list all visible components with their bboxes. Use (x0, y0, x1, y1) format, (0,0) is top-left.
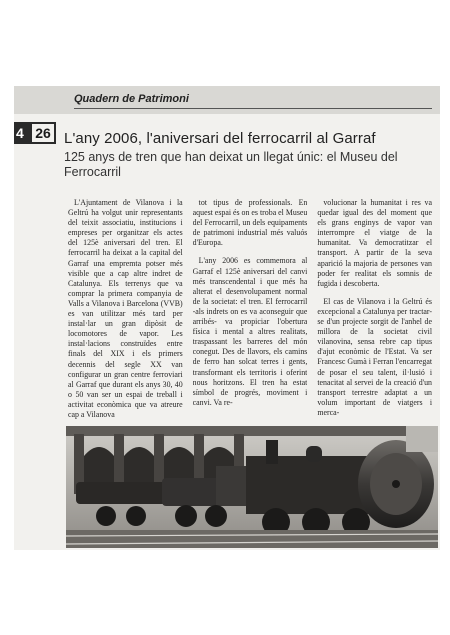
article-column-2 (193, 198, 308, 430)
page-number-tab (14, 122, 56, 144)
article-column-3 (317, 198, 432, 430)
paragraph: volucionar la humanitat i res va quedar igual des del moment que els grans enginys de vapor van interrompre el viatge de la humanitat. Va democratitzar el transport. A partir de la seva aparició la majoria de persones van poder fer realitat els somnis de fugida i descoberta. (317, 198, 433, 288)
article-column-1 (68, 198, 183, 430)
paragraph: L'any 2006 es commemora al Garraf el 125è aniversari del canvi més transcendental i que més ha alterat el desenvolupament normal de la societat: el tren. El ferrocarril -als indrets on es va aconseguir que arribés- va propiciar l'obertura física i mental a altres realitats, traspassant les barreres del món conegut. Des de llavors, els camins de ferro han solcat terres i gents, transformant els territoris i oferint nous horitzons. El tren ha estat símbol de progrés, moviment i canvi. Va re- (192, 256, 308, 407)
steam-locomotive-photo (66, 426, 438, 548)
paragraph: L'Ajuntament de Vilanova i la Geltrú ha volgut unir representants del teixit associatiu, institucions i empreses per organitzar els actes del 125è aniversari del tren. El ferrocarril ha deixat a la capital del Garraf una empremta potser més visible que a cap altre indret de Catalunya. Els terrenys que va comprar la primera companyia de Valls a Vilanova i Barcelona (VVB) es van utilitzar més tard per instal·lar un gran dipòsit de locomotores de vapor. Les instal·lacions construïdes entre finals del XIX i els primers decennis del segle XX van configurar un gran centre ferroviari al Garraf que durant els anys 30, 40 o 50 van ser un espai de treball i activitat econòmica que va atreure cap a Vilanova (68, 198, 183, 419)
page-number-left: 4 (16, 125, 24, 141)
paragraph: El cas de Vilanova i la Geltrú és excepcional a Catalunya per tractar-se d'un projecte sorgit de l'anhel de millora de la societat civil vilanovina, sensa rebre cap tipus d'ajut econòmic de l'Estat. Va ser Francesc Gumà i Ferran l'encarregat de posar el seu talent, il·lusió i tenacitat al servei de la creació d'un transport terrestre adaptat a un volum important de viatgers i merca- (317, 296, 433, 417)
section-label: Quadern de Patrimoni (74, 93, 189, 105)
header-band (14, 86, 440, 114)
paragraph: tot tipus de professionals. En aquest espai és on es troba el Museu del Ferrocarril, un dels equipaments de patrimoni industrial més valuós d'Europa. (192, 198, 308, 248)
header-rule (74, 108, 432, 109)
page-number: 26 (32, 124, 54, 142)
article-title: L'any 2006, l'aniversari del ferrocarril al Garraf (64, 130, 376, 147)
locomotive-photo-illustration (66, 426, 438, 548)
article-subtitle: 125 anys de tren que han deixat un llegat únic: el Museu del Ferrocarril (64, 150, 398, 179)
article-body (68, 198, 432, 430)
